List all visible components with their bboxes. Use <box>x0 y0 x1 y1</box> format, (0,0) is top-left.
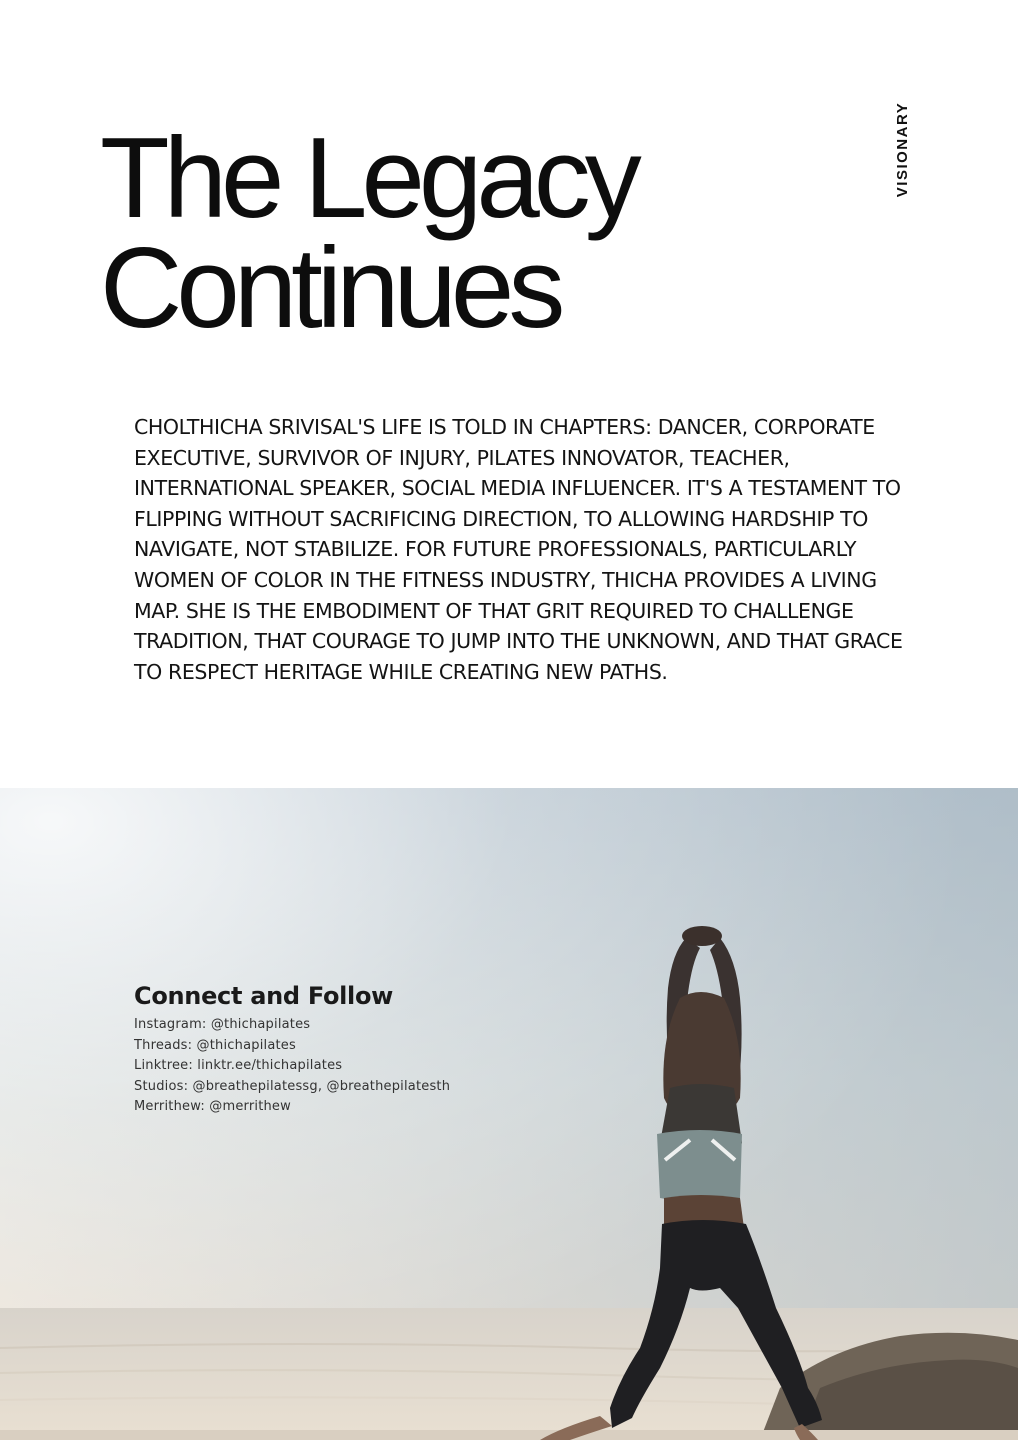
photo-woman-stretching-at-beach <box>0 788 1018 1440</box>
social-line-merrithew: Merrithew: @merrithew <box>134 1099 291 1114</box>
social-links-list <box>134 1015 554 1118</box>
connect-heading: Connect and Follow <box>134 982 394 1010</box>
title-line-2: Continues <box>100 225 560 352</box>
section-tag-label: VISIONARY <box>894 101 912 197</box>
social-line-studios: Studios: @breathepilatessg, @breathepilatesth <box>134 1078 451 1094</box>
social-line-threads: Threads: @thichapilates <box>134 1037 296 1053</box>
social-line-instagram: Instagram: @thichapilates <box>134 1017 311 1032</box>
connect-section <box>134 982 554 1118</box>
body-paragraph: CHOLTHICHA SRIVISAL'S LIFE IS TOLD IN CHAPTERS: DANCER, CORPORATE EXECUTIVE, SURVIVOR OF INJURY, PILATES INNOVATOR, TEACHER, INTERNATIONAL SPEAKER, SOCIAL MEDIA INFLUENCER. IT'S A TESTAMENT TO FLIPPING WITHOUT SACRIFICING DIRECTION, TO ALLOWING HARDSHIP TO NAVIGATE, NOT STABILIZE. FOR FUTURE PROFESSIONALS, PARTICULARLY WOMEN OF COLOR IN THE FITNESS INDUSTRY, THICHA PROVIDES A LIVING MAP. SHE IS THE EMBODIMENT OF THAT GRIT REQUIRED TO CHALLENGE TRADITION, THAT COURAGE TO JUMP INTO THE UNKNOWN, AND THAT GRACE TO RESPECT HERITAGE WHILE CREATING NEW PATHS. <box>134 415 903 684</box>
page-title <box>100 115 860 352</box>
title-line-1: The Legacy <box>100 115 636 242</box>
section-tag <box>858 100 948 198</box>
social-line-linktree: Linktree: linktr.ee/thichapilates <box>134 1058 343 1073</box>
